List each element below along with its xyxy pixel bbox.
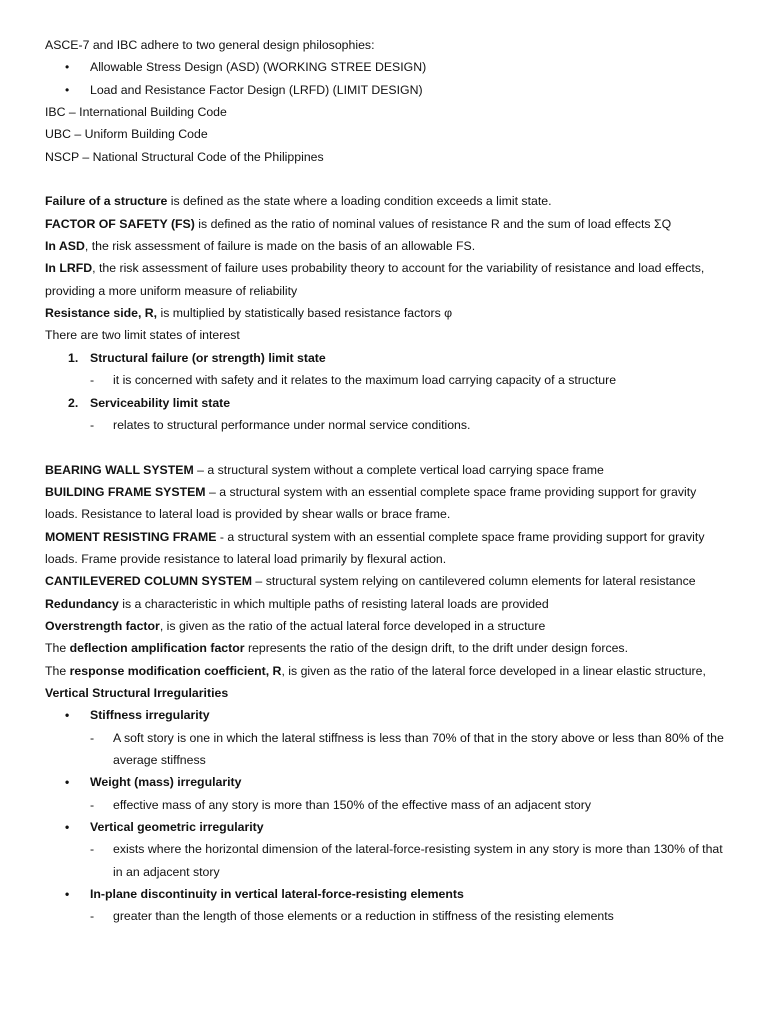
irregularity-detail-text: greater than the length of those elements or a reduction in stiffness of the resisting elements — [113, 909, 614, 924]
bullet-marker: • — [65, 820, 70, 835]
bullet-marker: • — [65, 708, 70, 723]
definition-term: FACTOR OF SAFETY (FS) — [45, 216, 195, 231]
system-term: CANTILEVERED COLUMN SYSTEM — [45, 574, 253, 589]
system-text: - a structural system with an essential complete space frame providing support for gravity loads. Frame provide resistance to lateral load primarily by flexural action. — [45, 529, 705, 566]
irregularity-detail-text: effective mass of any story is more than 150% of the effective mass of an adjacent story — [113, 797, 591, 812]
definition-term: Resistance side, R, — [45, 306, 158, 321]
definition-text: is defined as the ratio of nominal values of resistance R and the sum of load effects ΣQ — [194, 216, 672, 231]
irregularity-detail — [45, 727, 728, 772]
irregularity-item — [45, 883, 728, 905]
definition-text: , is given as the ratio of the actual lateral force developed in a structure — [159, 618, 546, 633]
dash-marker: - — [90, 730, 95, 745]
code-line-ibc: IBC – International Building Code — [45, 105, 227, 120]
definition-term: deflection amplification factor — [69, 641, 245, 656]
definition-text: represents the ratio of the design drift, to the drift under design forces. — [244, 641, 628, 656]
irregularity-detail-text: exists where the horizontal dimension of the lateral-force-resisting system in any story is more than 130% of that in an adjacent story — [113, 842, 723, 879]
definition-term: Redundancy — [45, 596, 119, 611]
irregularity-detail-text: A soft story is one in which the lateral stiffness is less than 70% of that in the story above or less than 80% of the average stiffness — [113, 730, 724, 767]
irregularity-detail — [45, 794, 728, 816]
irregularities-heading: Vertical Structural Irregularities — [45, 685, 229, 700]
definition-lrfd — [45, 257, 728, 302]
definition-asd — [45, 235, 728, 257]
definition-text: , the risk assessment of failure is made on the basis of an allowable FS. — [84, 239, 476, 254]
irregularity-title: In-plane discontinuity in vertical lateral-force-resisting elements — [90, 887, 464, 902]
dash-marker: - — [90, 909, 95, 924]
definition-term: In ASD — [45, 239, 85, 254]
definition-text: is a characteristic in which multiple paths of resisting lateral loads are provided — [118, 596, 549, 611]
philosophy-item — [45, 56, 728, 78]
irregularity-detail — [45, 905, 728, 927]
definition-factor-of-safety — [45, 213, 728, 235]
definition-redundancy — [45, 593, 728, 615]
code-line-ubc: UBC – Uniform Building Code — [45, 127, 208, 142]
limit-state-detail — [45, 414, 728, 436]
definition-text: is defined as the state where a loading condition exceeds a limit state. — [167, 194, 552, 209]
list-number: 1. — [68, 350, 79, 365]
spacer — [45, 436, 728, 458]
irregularity-title: Stiffness irregularity — [90, 708, 210, 723]
dash-marker: - — [90, 842, 95, 857]
irregularity-item — [45, 704, 728, 726]
irregularity-detail — [45, 838, 728, 883]
definition-term: Failure of a structure — [45, 194, 168, 209]
system-term: MOMENT RESISTING FRAME — [45, 529, 217, 544]
definition-text: is multiplied by statistically based resistance factors φ — [157, 306, 453, 321]
philosophy-text: Load and Resistance Factor Design (LRFD) (LIMIT DESIGN) — [90, 82, 423, 97]
limit-states-intro: There are two limit states of interest — [45, 328, 240, 343]
limit-state-detail-text: relates to structural performance under normal service conditions. — [113, 417, 471, 432]
definition-resistance — [45, 302, 728, 324]
definition-deflection-amplification — [45, 637, 728, 659]
irregularity-title: Weight (mass) irregularity — [90, 775, 242, 790]
limit-state-title: Serviceability limit state — [90, 395, 231, 410]
philosophy-text: Allowable Stress Design (ASD) (WORKING STREE DESIGN) — [90, 60, 427, 75]
system-text: – a structural system without a complete vertical load carrying space frame — [193, 462, 604, 477]
definition-prefix: The — [45, 641, 70, 656]
limit-state-item — [45, 347, 728, 369]
dash-marker: - — [90, 373, 95, 388]
limit-state-item — [45, 392, 728, 414]
code-line-nscp: NSCP – National Structural Code of the Philippines — [45, 149, 324, 164]
system-term: BUILDING FRAME SYSTEM — [45, 484, 206, 499]
definition-term: In LRFD — [45, 261, 93, 276]
limit-state-title: Structural failure (or strength) limit state — [90, 350, 326, 365]
limit-state-detail-text: it is concerned with safety and it relates to the maximum load carrying capacity of a structure — [113, 373, 617, 388]
intro-heading: ASCE-7 and IBC adhere to two general design philosophies: — [45, 38, 375, 52]
system-cantilevered-column — [45, 570, 728, 592]
definition-term: Overstrength factor — [45, 618, 160, 633]
definition-response-modification — [45, 660, 728, 682]
bullet-marker: • — [65, 60, 70, 75]
dash-marker: - — [90, 417, 95, 432]
definition-failure — [45, 190, 728, 212]
system-text: – a structural system with an essential complete space frame providing support for gravity loads. Resistance to lateral load is provided by shear walls or brace frame. — [45, 484, 697, 522]
system-term: BEARING WALL SYSTEM — [45, 462, 194, 477]
definition-text: , the risk assessment of failure uses probability theory to account for the variability of resistance and load effects, providing a more uniform measure of reliability — [45, 261, 705, 298]
system-moment-resisting-frame — [45, 526, 728, 571]
system-bearing-wall — [45, 459, 728, 481]
irregularity-item — [45, 771, 728, 793]
system-building-frame — [45, 481, 728, 526]
bullet-marker: • — [65, 887, 70, 902]
bullet-marker: • — [65, 775, 70, 790]
bullet-marker: • — [65, 82, 70, 97]
list-number: 2. — [68, 395, 79, 410]
limit-state-detail — [45, 369, 728, 391]
definition-term: response modification coefficient, R — [69, 663, 282, 678]
definition-prefix: The — [45, 663, 70, 678]
definition-overstrength — [45, 615, 728, 637]
spacer — [45, 168, 728, 190]
irregularity-item — [45, 816, 728, 838]
system-text: – structural system relying on cantilevered column elements for lateral resistance — [252, 574, 696, 589]
irregularity-title: Vertical geometric irregularity — [90, 820, 264, 835]
dash-marker: - — [90, 797, 95, 812]
philosophy-item — [45, 79, 728, 101]
definition-text: , is given as the ratio of the lateral force developed in a linear elastic structure, — [281, 663, 706, 678]
